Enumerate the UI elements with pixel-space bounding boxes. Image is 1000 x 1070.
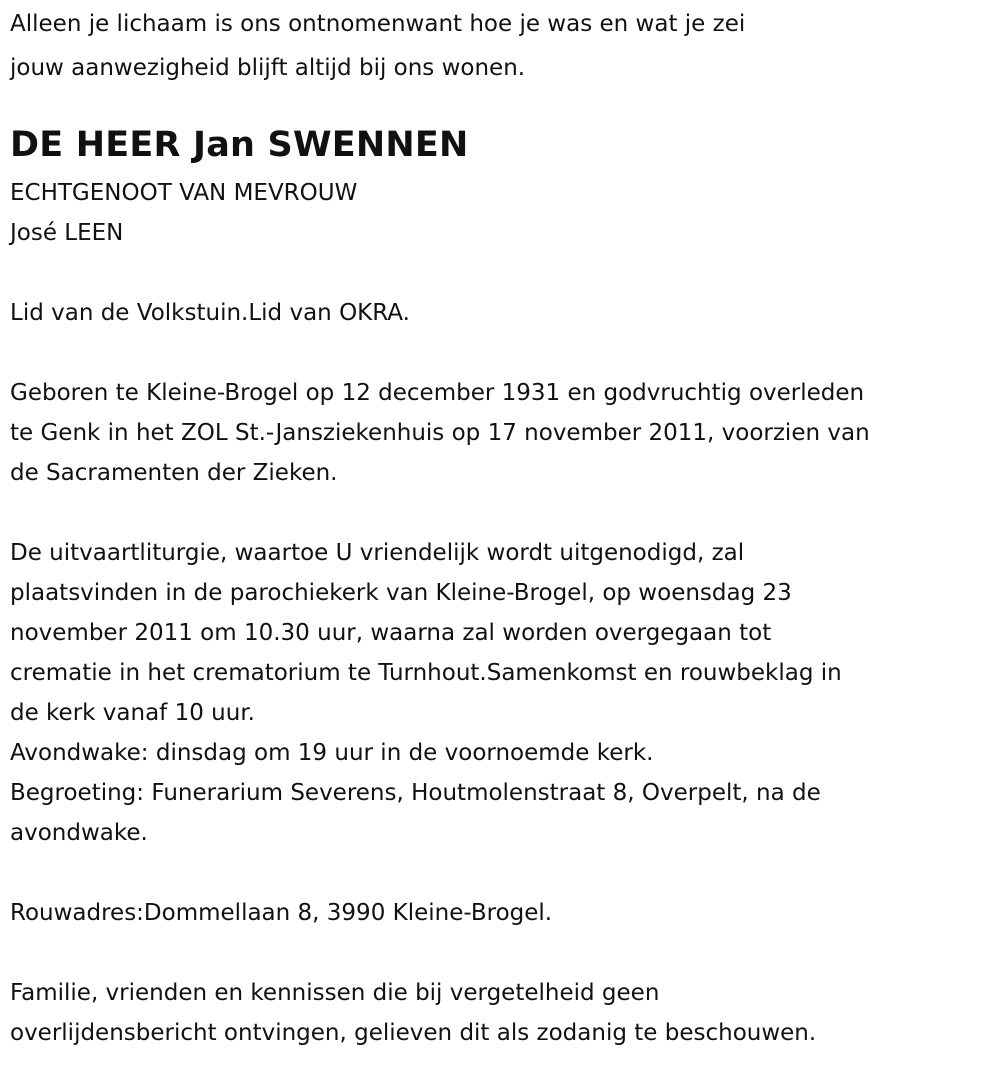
intro-line: Alleen je lichaam is ons ontnomenwant hoe je was en wat je zei <box>10 11 746 37</box>
text-line: ECHTGENOOT VAN MEVROUW <box>10 180 358 206</box>
text-line: Begroeting: Funerarium Severens, Houtmolenstraat 8, Overpelt, na de <box>10 780 821 806</box>
text-line: plaatsvinden in de parochiekerk van Kleine-Brogel, op woensdag 23 <box>10 580 792 606</box>
paragraph-gap <box>10 493 870 533</box>
spouse-paragraph <box>10 173 870 253</box>
paragraph-gap <box>10 853 870 893</box>
text-line: de Sacramenten der Zieken. <box>10 460 338 486</box>
paragraph-gap <box>10 333 870 373</box>
text-line: José LEEN <box>10 220 124 246</box>
text-line: Lid van de Volkstuin.Lid van OKRA. <box>10 300 410 326</box>
obituary-body <box>10 173 870 1053</box>
paragraph-gap <box>10 933 870 973</box>
text-line: de kerk vanaf 10 uur. <box>10 700 255 726</box>
funeral-paragraph <box>10 533 870 853</box>
text-line: te Genk in het ZOL St.-Jansziekenhuis op 17 november 2011, voorzien van <box>10 420 870 446</box>
text-line: overlijdensbericht ontvingen, gelieven dit als zodanig te beschouwen. <box>10 1020 817 1046</box>
text-line: Familie, vrienden en kennissen die bij vergetelheid geen <box>10 980 660 1006</box>
text-line: Geboren te Kleine-Brogel op 12 december 1931 en godvruchtig overleden <box>10 380 865 406</box>
text-line: november 2011 om 10.30 uur, waarna zal worden overgegaan tot <box>10 620 772 646</box>
birth-death-paragraph <box>10 373 870 493</box>
text-line: De uitvaartliturgie, waartoe U vriendelijk wordt uitgenodigd, zal <box>10 540 745 566</box>
text-line: Rouwadres:Dommellaan 8, 3990 Kleine-Brogel. <box>10 900 553 926</box>
notice-paragraph <box>10 973 870 1053</box>
deceased-name-heading: DE HEER Jan SWENNEN <box>10 125 469 165</box>
text-line: Avondwake: dinsdag om 19 uur in de voornoemde kerk. <box>10 740 654 766</box>
text-line: avondwake. <box>10 820 148 846</box>
membership-paragraph <box>10 293 870 333</box>
text-line: crematie in het crematorium te Turnhout.Samenkomst en rouwbeklag in <box>10 660 842 686</box>
intro-line: jouw aanwezigheid blijft altijd bij ons wonen. <box>10 55 526 81</box>
paragraph-gap <box>10 253 870 293</box>
mourning-address-paragraph <box>10 893 870 933</box>
intro-poem <box>10 2 745 90</box>
